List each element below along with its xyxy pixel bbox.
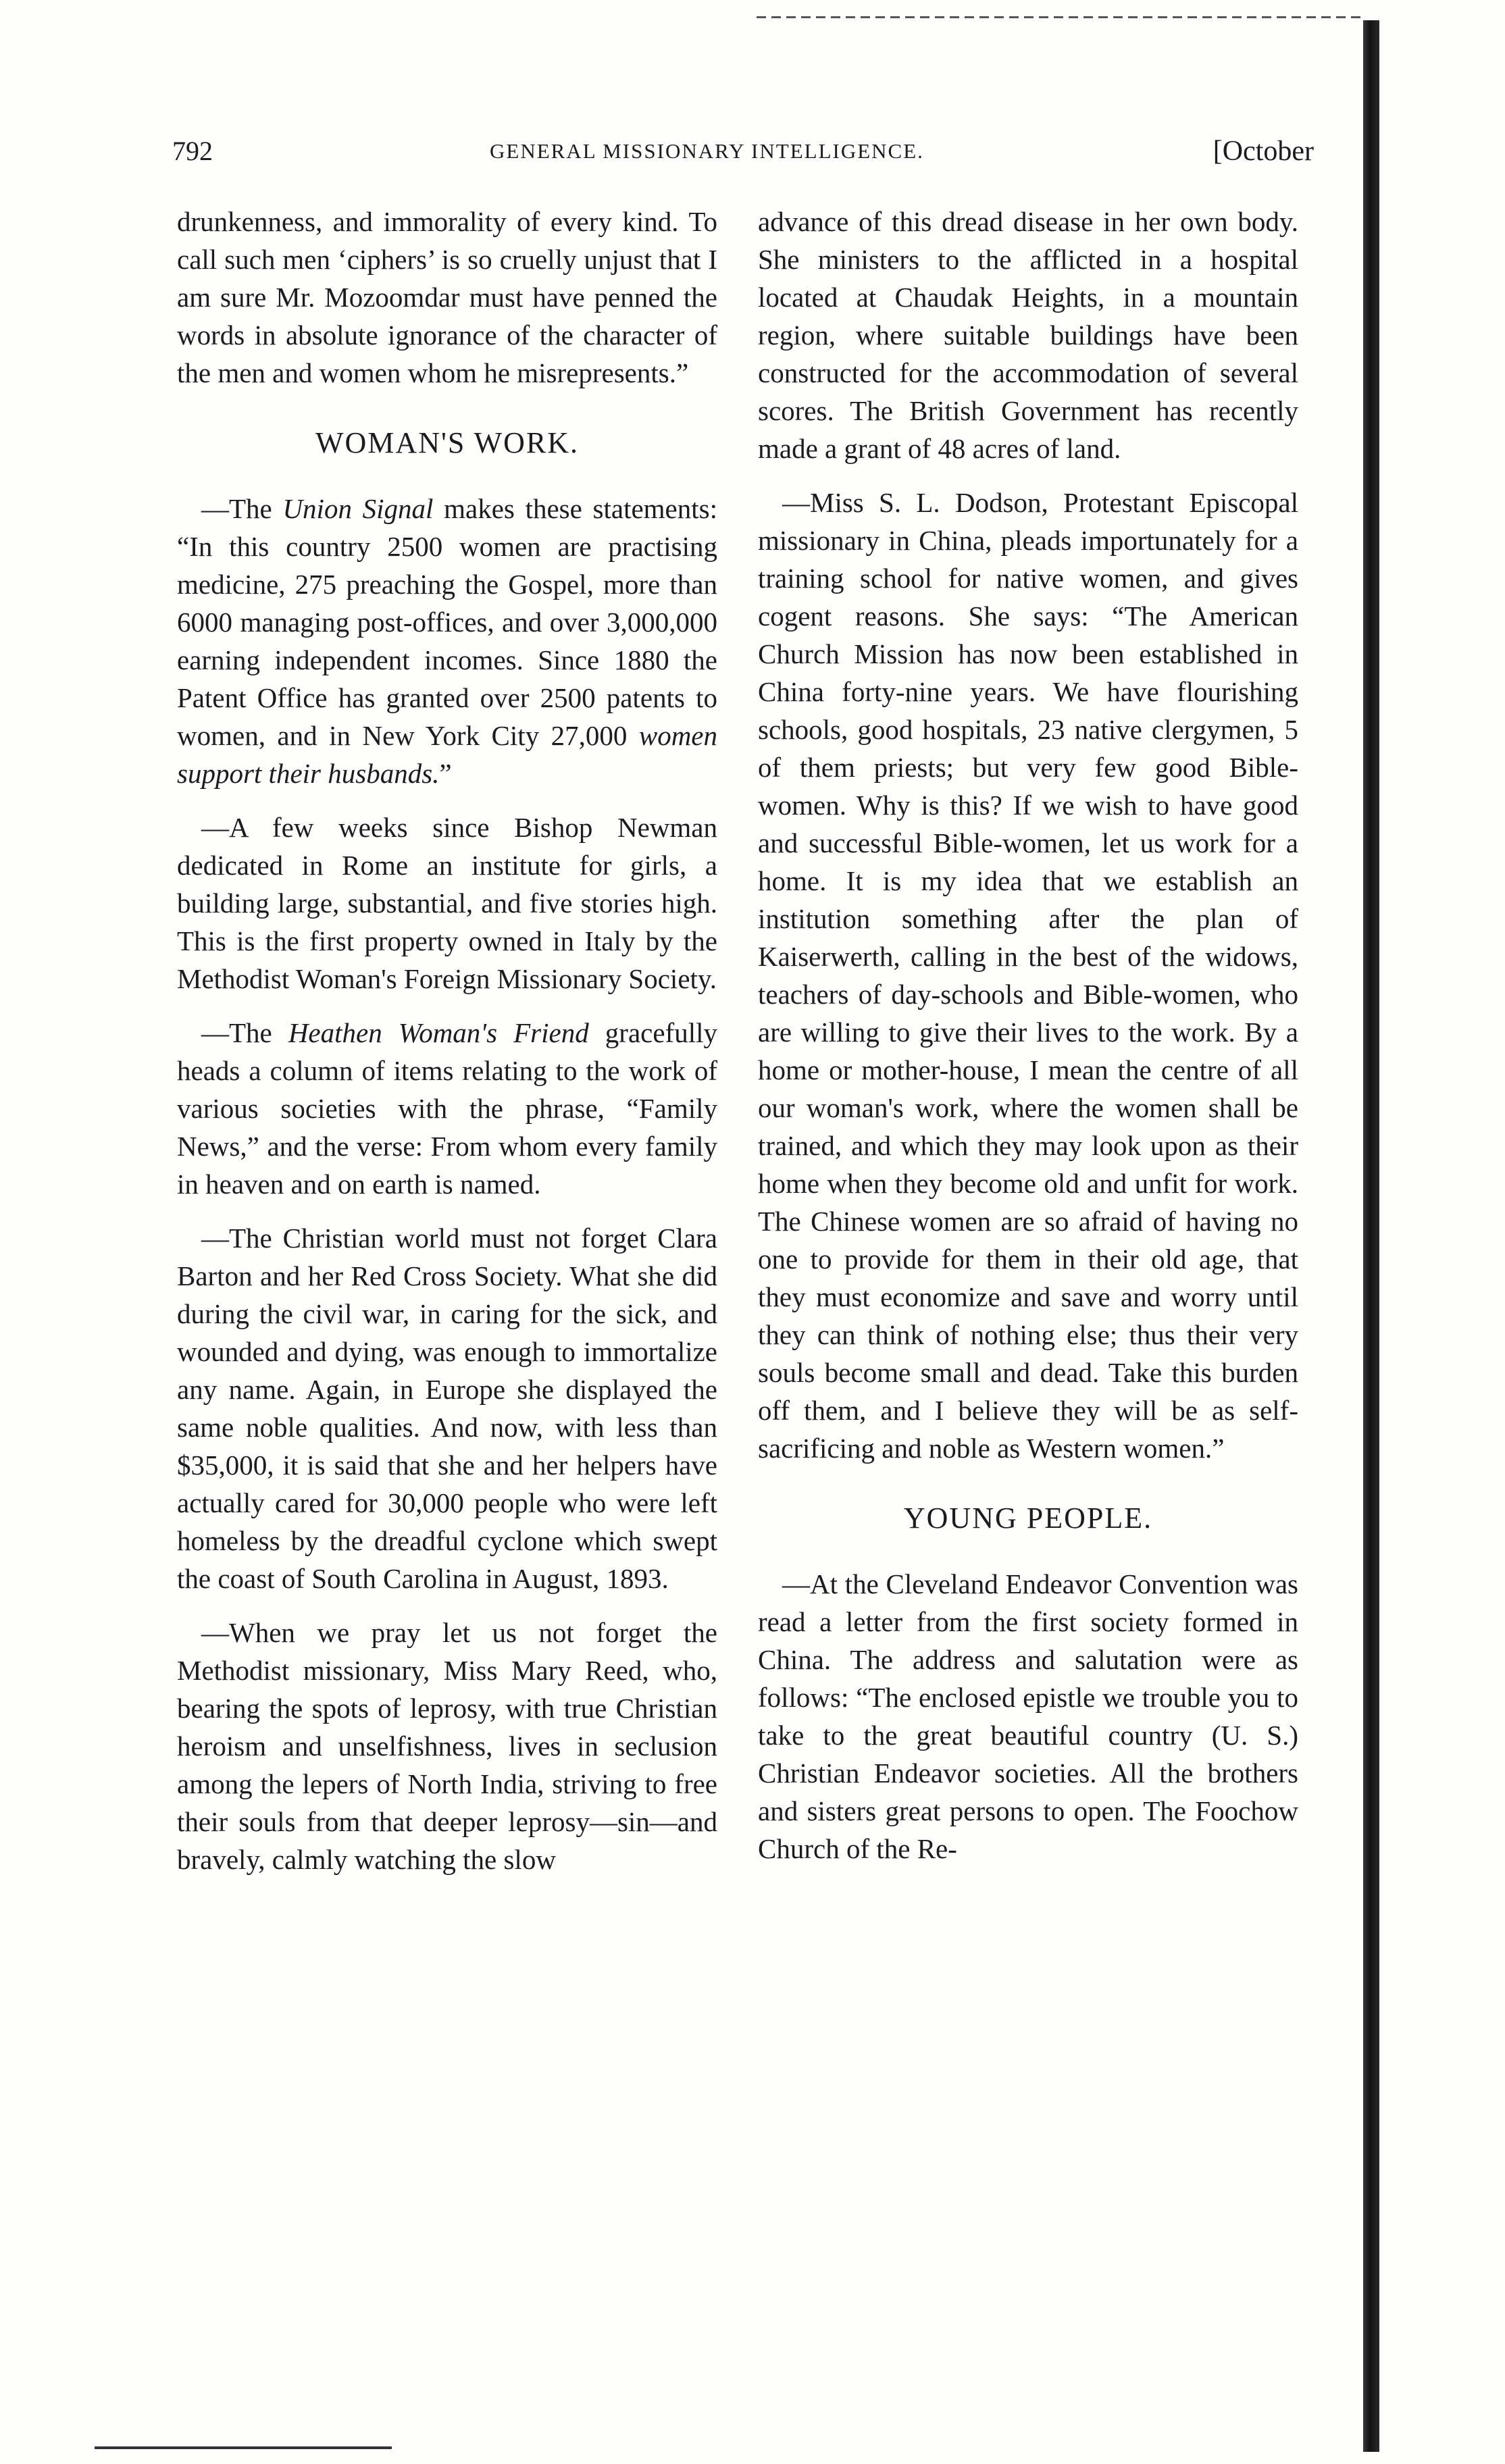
running-head: GENERAL MISSIONARY INTELLIGENCE.: [490, 139, 924, 163]
page-header: [172, 135, 1314, 176]
paragraph-heathen-womans-friend: —The Heathen Woman's Friend gracefully heads a column of items relating to the work of various societies with the phrase, “Family News,” and the verse: From whom every family in heaven and on earth is named.: [177, 1017, 717, 1200]
left-column: [177, 203, 717, 1878]
page-number: 792: [172, 136, 213, 166]
paragraph-miss-dodson: —Miss S. L. Dodson, Protestant Episcopal missionary in China, pleads importunately for a training school for native women, and gives cogent reasons. She says: “The American Church Mission has now been established in China forty-nine years. We have flourishing schools, good hospitals, 23 native clergymen, 5 of them priests; but very few good Bible-women. Why is this? If we wish to have good and successful Bible-women, let us work for a home. It is my idea that we establish an institution something after the plan of Kaiserwerth, calling in the best of the widows, teachers of day-schools and Bible-women, who are willing to give their lives to the work. By a home or mother-house, I mean the centre of all our woman's work, where the women shall be trained, and which they may look upon as their home when they become old and unfit for work. The Chinese women are so afraid of having no one to provide for them in their old age, that they must economize and save and worry until they can think of nothing else; thus their very souls become small and dead. Take this burden off them, and I believe they will be as self-sacrificing and noble as Western women.”: [758, 487, 1298, 1464]
section-heading-womans-work: WOMAN'S WORK.: [315, 426, 579, 459]
paragraph-mary-reed: —When we pray let us not forget the Methodist missionary, Miss Mary Reed, who, bearing the spots of leprosy, with true Christian heroism and unselfishness, lives in seclusion among the lepers of North India, striving to free their souls from that deeper leprosy—sin—and bravely, calmly watching the slow: [177, 1617, 717, 1875]
paragraph-continued: drunkenness, and immorality of every kind. To call such men ‘ciphers’ is so cruelly unjust that I am sure Mr. Mozoomdar must have penned the words in absolute ignorance of the character of the men and women whom he misrepresents.”: [177, 206, 717, 388]
paragraph-union-signal: —The Union Signal makes these statements: “In this country 2500 women are practising medicine, 275 preaching the Gospel, more than 6000 managing post-offices, and over 3,000,000 earning independent incomes. Since 1880 the Patent Office has granted over 2500 patents to women, and in New York City 27,000 women support their husbands.”: [177, 493, 717, 789]
page-edge-shadow: [1363, 20, 1379, 2452]
header-month: [October: [1213, 136, 1314, 167]
bottom-rule: [95, 2446, 392, 2449]
paragraph-clara-barton: —The Christian world must not forget Clara Barton and her Red Cross Society. What she did during the civil war, in caring for the sick, and wounded and dying, was enough to immortalize any name. Again, in Europe she displayed the same noble qualities. And now, with less than $35,000, it is said that she and her helpers have actually cared for 30,000 people who were left homeless by the dreadful cyclone which swept the coast of South Carolina in August, 1893.: [177, 1223, 717, 1594]
right-column: [758, 203, 1298, 1868]
paragraph-bishop-newman: —A few weeks since Bishop Newman dedicated in Rome an institute for girls, a building large, substantial, and five stories high. This is the first property owned in Italy by the Methodist Woman's Foreign Missionary Society.: [177, 812, 717, 994]
top-rule: [757, 16, 1364, 18]
paragraph-cleveland-endeavor: —At the Cleveland Endeavor Convention was read a letter from the first society formed in China. The address and salutation were as follows: “The enclosed epistle we trouble you to take to the great beautiful country (U. S.) Christian Endeavor societies. All the brothers and sisters great persons to open. The Foochow Church of the Re-: [758, 1568, 1298, 1864]
paragraph-leprosy-continued: advance of this dread disease in her own body. She ministers to the afflicted in a hospital located at Chaudak Heights, in a mountain region, where suitable buildings have been constructed for the accommodation of several scores. The British Government has recently made a grant of 48 acres of land.: [758, 206, 1298, 464]
section-heading-young-people: YOUNG PEOPLE.: [903, 1502, 1153, 1535]
